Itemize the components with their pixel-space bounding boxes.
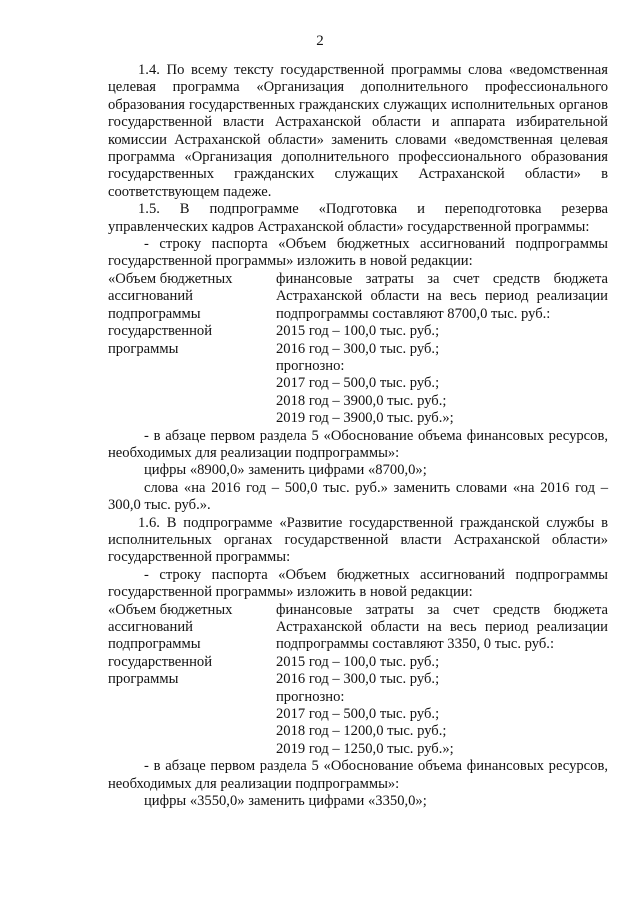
paragraph-1-5-passport-line: - строку паспорта «Объем бюджетных ассигнований подпрограммы государственной программы» изложить в новой редакции: bbox=[108, 236, 608, 270]
passport-table-2-year: 2019 год – 1250,0 тыс. руб.»; bbox=[276, 740, 454, 757]
paragraph-1-6-section5: - в абзаце первом раздела 5 «Обоснование объема финансовых ресурсов, необходимых для реализации подпрограммы»: bbox=[108, 758, 608, 792]
passport-table-2-year: 2015 год – 100,0 тыс. руб.; bbox=[276, 653, 440, 670]
passport-table-2-year: 2016 год – 300,0 тыс. руб.; bbox=[276, 671, 440, 688]
passport-table-2 bbox=[108, 602, 608, 759]
passport-table-1-main: финансовые затраты за счет средств бюджета Астраханской области на весь период реализации подпрограммы составляют 8700,0 тыс. руб.: bbox=[276, 270, 608, 322]
paragraph-1-5: 1.5. В подпрограмме «Подготовка и переподготовка резерва управленческих кадров Астраханской области» государственной программы: bbox=[108, 201, 608, 235]
passport-table-2-label: «Объем бюджетных ассигнований подпрограммы государственной программы bbox=[108, 601, 233, 688]
paragraph-1-6-passport-line: - строку паспорта «Объем бюджетных ассигнований подпрограммы государственной программы» изложить в новой редакции: bbox=[108, 566, 608, 601]
passport-table-1-year: 2019 год – 3900,0 тыс. руб.»; bbox=[276, 410, 454, 427]
passport-table-2-main: финансовые затраты за счет средств бюджета Астраханской области на весь период реализации подпрограммы составляют 3350, 0 тыс. руб.: bbox=[276, 601, 608, 653]
document-body bbox=[108, 62, 608, 810]
passport-table-2-forecast: прогнозно: bbox=[276, 688, 345, 705]
passport-table-1-year: 2018 год – 3900,0 тыс. руб.; bbox=[276, 392, 447, 409]
passport-table-1-year: 2016 год – 300,0 тыс. руб.; bbox=[276, 340, 440, 357]
paragraph-1-5-section5: - в абзаце первом раздела 5 «Обоснование объема финансовых ресурсов, необходимых для реализации подпрограммы»: bbox=[108, 427, 608, 461]
page-number: 2 bbox=[316, 33, 324, 49]
passport-table-2-value bbox=[276, 602, 608, 759]
paragraph-1-5-digits: цифры «8900,0» заменить цифрами «8700,0»; bbox=[144, 462, 427, 479]
passport-table-2-year: 2017 год – 500,0 тыс. руб.; bbox=[276, 706, 440, 723]
paragraph-1-5-words: слова «на 2016 год – 500,0 тыс. руб.» заменить словами «на 2016 год – 300,0 тыс. руб.». bbox=[108, 479, 608, 514]
paragraph-1-6: 1.6. В подпрограмме «Развитие государственной гражданской службы в исполнительных органах государственной власти Астраханской области» государственной программы: bbox=[108, 514, 608, 566]
passport-table-1-forecast: прогнозно: bbox=[276, 357, 345, 374]
passport-table-1 bbox=[108, 271, 608, 428]
paragraph-1-6-digits: цифры «3550,0» заменить цифрами «3350,0»; bbox=[144, 793, 427, 810]
passport-table-1-year: 2015 год – 100,0 тыс. руб.; bbox=[276, 323, 440, 340]
passport-table-1-label: «Объем бюджетных ассигнований подпрограммы государственной программы bbox=[108, 270, 233, 357]
passport-table-1-value bbox=[276, 271, 608, 428]
passport-table-1-year: 2017 год – 500,0 тыс. руб.; bbox=[276, 375, 440, 392]
paragraph-1-4: 1.4. По всему тексту государственной программы слова «ведомственная целевая программа «Организация дополнительного профессионального образования государственных гражданских служащих исполнительных органов государственной власти Астраханской области и аппарата избирательной комиссии Астраханской области» заменить словами «ведомственная целевая программа «Организация дополнительного профессионального образования государственных гражданских служащих Астраханской области» в соответствующем падеже. bbox=[108, 62, 608, 200]
passport-table-2-year: 2018 год – 1200,0 тыс. руб.; bbox=[276, 723, 447, 740]
